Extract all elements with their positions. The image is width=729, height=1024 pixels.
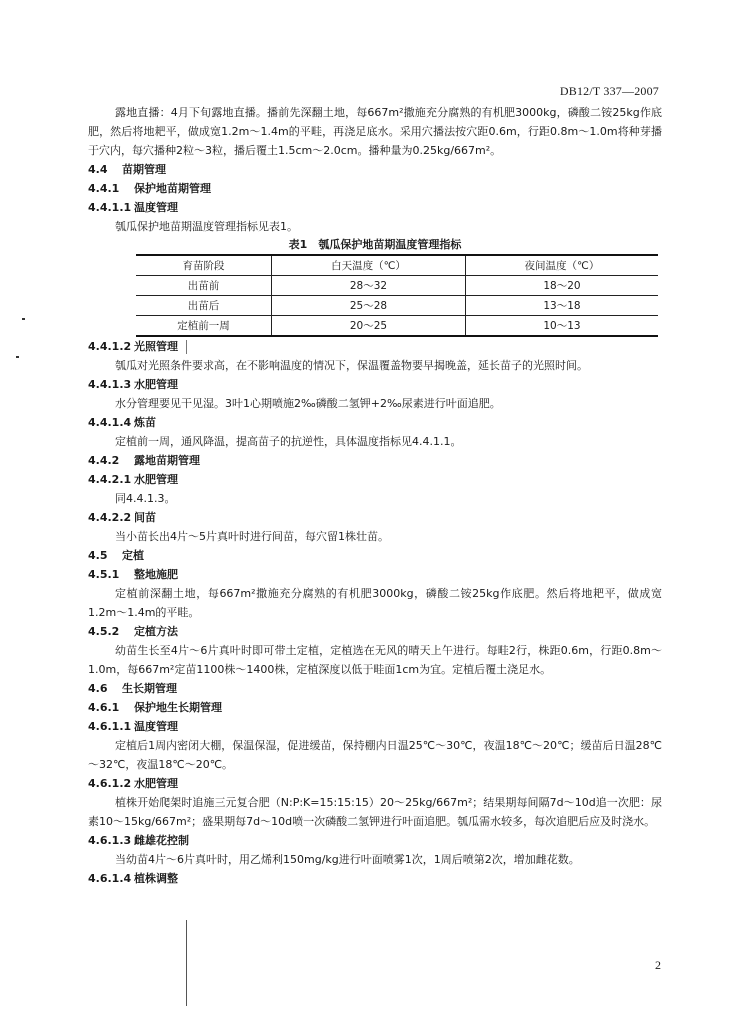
section-title: 光照管理 [134, 340, 178, 353]
section-heading [88, 451, 662, 470]
section-heading [88, 698, 662, 717]
section-title: 雌雄花控制 [134, 834, 189, 847]
body-paragraph: 瓠瓜对光照条件要求高，在不影响温度的情况下，保温覆盖物要早揭晚盖，延长苗子的光照时间。 [115, 359, 588, 372]
section-title: 整地施肥 [134, 568, 178, 581]
body-paragraph: 当幼苗4片～6片真叶时，用乙烯利150mg/kg进行叶面喷雾1次，1周后喷第2次，增加雌花数。 [115, 853, 580, 866]
body-paragraph: 水分管理要见干见湿。3叶1心期喷施2‰磷酸二氢钾+2‰尿素进行叶面追肥。 [115, 397, 501, 410]
section-heading [88, 679, 662, 698]
body-paragraph: 定植前一周，通风降温，提高苗子的抗逆性，具体温度指标见4.4.1.1。 [115, 435, 462, 448]
section-heading [88, 337, 662, 356]
section-title: 温度管理 [134, 720, 178, 733]
section-number: 4.6.1.1 [88, 720, 132, 733]
table-row [136, 316, 658, 337]
section-title: 保护地苗期管理 [134, 182, 211, 195]
section-number: 4.6.1.4 [88, 872, 132, 885]
table-cell: 28～32 [272, 276, 466, 296]
section-heading [88, 198, 662, 217]
section-heading [88, 717, 662, 736]
section-heading [88, 508, 662, 527]
table-cell: 25～28 [272, 296, 466, 316]
scan-artifact [186, 340, 187, 354]
section-heading [88, 160, 662, 179]
table-cell: 定植前一周 [136, 316, 272, 337]
section-heading [88, 831, 662, 850]
section-title: 水肥管理 [134, 473, 178, 486]
section-title: 温度管理 [134, 201, 178, 214]
section-number: 4.6.1 [88, 701, 120, 714]
section-number: 4.5.2 [88, 625, 120, 638]
page-number: 2 [655, 958, 661, 972]
section-number: 4.4 [88, 163, 108, 176]
section-heading [88, 179, 662, 198]
table-row [136, 276, 658, 296]
section-heading [88, 565, 662, 584]
scan-speck [16, 356, 19, 358]
table-cell: 出苗前 [136, 276, 272, 296]
section-number: 4.6.1.2 [88, 777, 132, 790]
table-header-cell: 夜间温度（℃） [465, 255, 658, 276]
section-number: 4.4.1.3 [88, 378, 132, 391]
section-heading [88, 375, 662, 394]
section-heading [88, 413, 662, 432]
section-heading [88, 546, 662, 565]
section-title: 露地苗期管理 [134, 454, 200, 467]
section-number: 4.4.2.1 [88, 473, 132, 486]
section-number: 4.6.1.3 [88, 834, 132, 847]
scan-speck [22, 318, 25, 320]
table-cell: 20～25 [272, 316, 466, 337]
section-title: 间苗 [134, 511, 156, 524]
table-header-cell: 白天温度（℃） [272, 255, 466, 276]
standard-code: DB12/T 337—2007 [559, 84, 659, 98]
section-number: 4.4.1.1 [88, 201, 132, 214]
section-number: 4.5.1 [88, 568, 120, 581]
section-title: 水肥管理 [134, 777, 178, 790]
table-header-row [136, 255, 658, 276]
section-number: 4.5 [88, 549, 108, 562]
table-row [136, 296, 658, 316]
document-body [88, 103, 662, 888]
section-number: 4.4.1 [88, 182, 120, 195]
body-paragraph: 同4.4.1.3。 [115, 492, 176, 505]
section-number: 4.4.2 [88, 454, 120, 467]
table-title: 表1 瓠瓜保护地苗期温度管理指标 [288, 238, 462, 251]
table-cell: 13～18 [465, 296, 658, 316]
section-heading [88, 622, 662, 641]
body-paragraph: 瓠瓜保护地苗期温度管理指标见表1。 [115, 220, 298, 233]
table-header-cell: 育苗阶段 [136, 255, 272, 276]
temperature-table [136, 254, 658, 337]
table-1 [88, 236, 662, 337]
section-title: 水肥管理 [134, 378, 178, 391]
section-title: 植株调整 [134, 872, 178, 885]
section-title: 定植 [122, 549, 144, 562]
body-paragraph: 定植后1周内密闭大棚，保温保湿，促进缓苗，保持棚内日温25℃～30℃，夜温18℃～20℃；缓苗后日温28℃～32℃，夜温18℃～20℃。 [88, 739, 662, 771]
table-cell: 出苗后 [136, 296, 272, 316]
scan-artifact [186, 920, 187, 1006]
body-paragraph: 植株开始爬架时追施三元复合肥（N:P:K=15:15:15）20～25kg/667m²；结果期每间隔7d～10d追一次肥：尿素10～15kg/667m²；盛果期每7d～10d喷一次磷酸二氢钾进行叶面追肥。瓠瓜需水较多，每次追肥后应及时浇水。 [88, 796, 662, 828]
section-heading [88, 869, 662, 888]
body-paragraph: 幼苗生长至4片～6片真叶时即可带土定植，定植选在无风的晴天上午进行。每畦2行，株距0.6m，行距0.8m～1.0m，每667m²定苗1100株～1400株，定植深度以低于畦面1cm为宜。定植后覆土浇足水。 [88, 644, 662, 676]
section-number: 4.4.1.2 [88, 340, 132, 353]
section-number: 4.4.1.4 [88, 416, 132, 429]
table-cell: 10～13 [465, 316, 658, 337]
table-cell: 18～20 [465, 276, 658, 296]
section-heading [88, 470, 662, 489]
section-title: 生长期管理 [122, 682, 177, 695]
section-title: 保护地生长期管理 [134, 701, 222, 714]
body-paragraph: 当小苗长出4片～5片真叶时进行间苗，每穴留1株壮苗。 [115, 530, 389, 543]
section-heading [88, 774, 662, 793]
section-title: 定植方法 [134, 625, 178, 638]
body-paragraph: 露地直播：4月下旬露地直播。播前先深翻土地，每667m²撒施充分腐熟的有机肥3000kg，磷酸二铵25kg作底肥，然后将地耙平，做成宽1.2m～1.4m的平畦，再浇足底水。采用穴播法按穴距0.6m，行距0.8m～1.0m将种芽播于穴内，每穴播种2粒～3粒，播后覆土1.5cm～2.0cm。播种量为0.25kg/667m²。 [88, 106, 662, 157]
section-number: 4.6 [88, 682, 108, 695]
body-paragraph: 定植前深翻土地，每667m²撒施充分腐熟的有机肥3000kg，磷酸二铵25kg作底肥。然后将地耙平，做成宽1.2m～1.4m的平畦。 [88, 587, 662, 619]
section-number: 4.4.2.2 [88, 511, 132, 524]
section-title: 苗期管理 [122, 163, 166, 176]
section-title: 炼苗 [134, 416, 156, 429]
